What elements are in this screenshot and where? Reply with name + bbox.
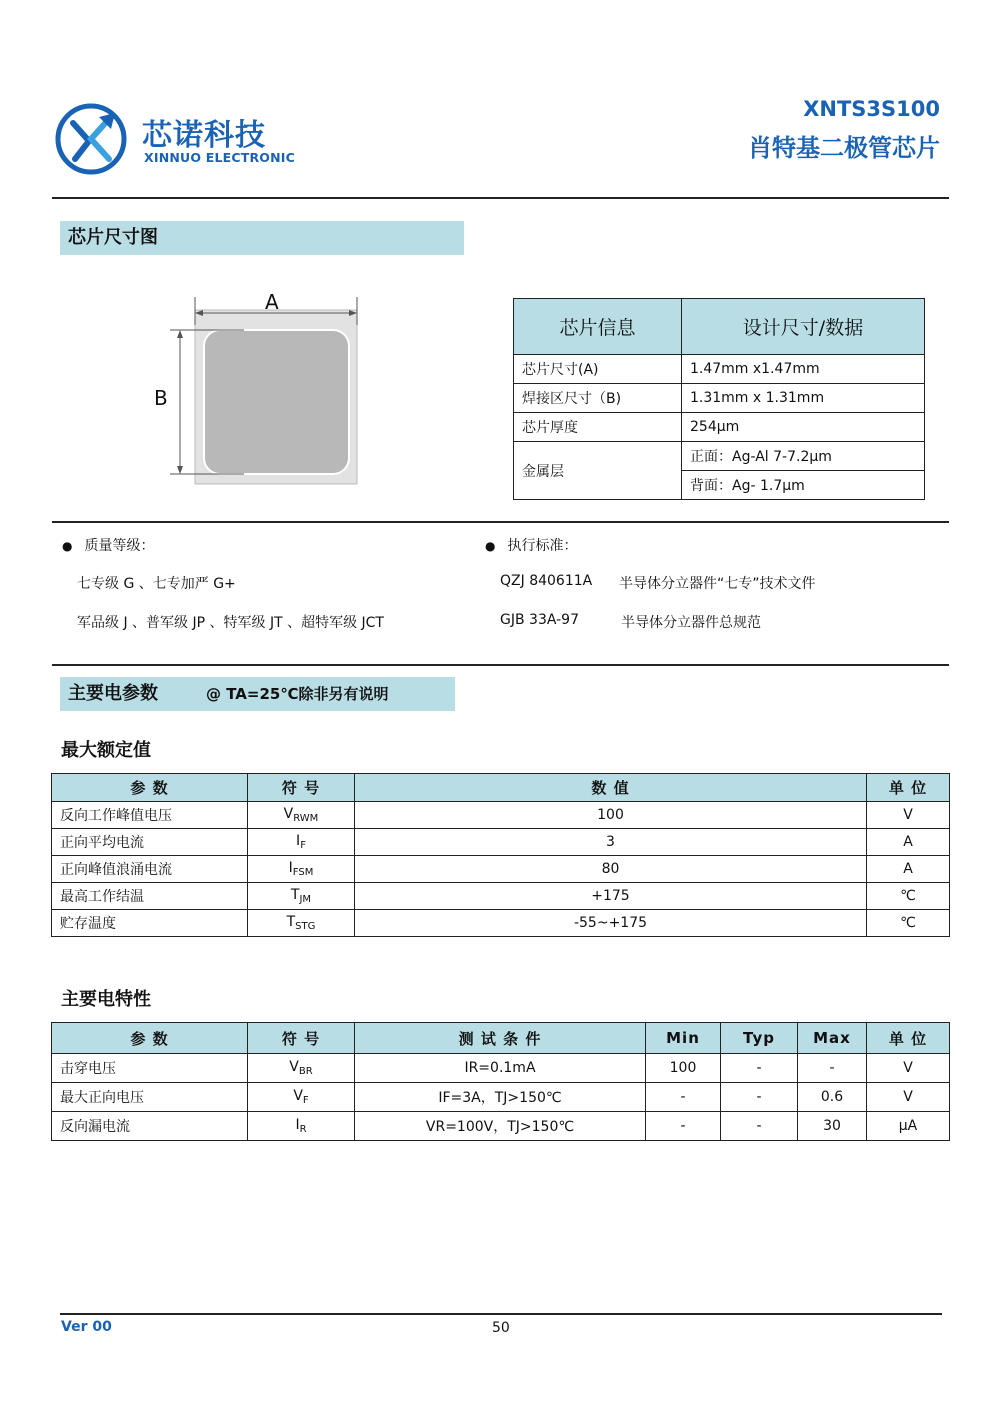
chip-info-header-row xyxy=(514,299,925,355)
symbol-main: T xyxy=(290,887,300,903)
min-cell: 100 xyxy=(646,1054,721,1083)
symbol-main: V xyxy=(289,1059,299,1075)
unit-cell: V xyxy=(867,1054,950,1083)
table-row xyxy=(52,829,950,856)
unit-cell: μA xyxy=(867,1112,950,1141)
symbol-subscript: R xyxy=(299,1124,307,1135)
standard-code: QZJ 840611A xyxy=(500,573,593,589)
symbol-main: V xyxy=(293,1088,303,1104)
param-cell: 反向漏电流 xyxy=(52,1112,248,1141)
symbol-subscript: F xyxy=(300,840,306,851)
chip-info-value: 254μm xyxy=(682,413,925,442)
value-cell: 3 xyxy=(355,829,867,856)
quality-line-2: 军品级 J 、普军级 JP 、特军级 JT 、超特军级 JCT xyxy=(77,615,384,631)
max-cell: - xyxy=(798,1054,867,1083)
column-header: 符 号 xyxy=(248,1023,355,1054)
part-number: XNTS3S100 xyxy=(803,97,940,121)
dimension-label-b: B xyxy=(154,386,168,410)
symbol-cell xyxy=(248,802,355,829)
chip-info-header: 芯片信息 xyxy=(514,299,682,355)
table-row xyxy=(52,802,950,829)
standard-desc: 半导体分立器件“七专”技术文件 xyxy=(619,576,816,592)
page-number: 50 xyxy=(492,1320,510,1336)
max-ratings-heading: 最大额定值 xyxy=(61,740,151,761)
quality-heading xyxy=(62,535,154,555)
chip-info-value: 背面：Ag- 1.7μm xyxy=(682,471,925,500)
column-header: 数 值 xyxy=(355,774,867,802)
condition-cell: IR=0.1mA xyxy=(355,1054,646,1083)
max-ratings-table xyxy=(51,773,950,937)
column-header: 符 号 xyxy=(248,774,355,802)
symbol-cell xyxy=(248,1054,355,1083)
symbol-cell xyxy=(248,883,355,910)
symbol-subscript: FSM xyxy=(292,867,314,878)
unit-cell: ℃ xyxy=(867,883,950,910)
symbol-main: I xyxy=(295,1117,300,1133)
table-row xyxy=(52,883,950,910)
table-row xyxy=(52,1112,950,1141)
param-cell: 最大正向电压 xyxy=(52,1083,248,1112)
min-cell: - xyxy=(646,1083,721,1112)
param-cell: 贮存温度 xyxy=(52,910,248,937)
table-row xyxy=(52,1054,950,1083)
param-cell: 最高工作结温 xyxy=(52,883,248,910)
bullet-icon: ● xyxy=(62,539,73,553)
chip-info-value: 1.47mm x1.47mm xyxy=(682,355,925,384)
value-cell: -55~+175 xyxy=(355,910,867,937)
typ-cell: - xyxy=(721,1112,798,1141)
column-header: Typ xyxy=(721,1023,798,1054)
chip-info-row xyxy=(514,442,925,471)
table-header-row xyxy=(52,1023,950,1054)
condition-cell: IF=3A，TJ>150℃ xyxy=(355,1083,646,1112)
column-header: 单 位 xyxy=(867,1023,950,1054)
standard-desc: 半导体分立器件总规范 xyxy=(621,615,761,631)
symbol-cell xyxy=(248,1083,355,1112)
max-cell: 0.6 xyxy=(798,1083,867,1112)
quality-heading-text: 质量等级： xyxy=(84,538,155,554)
column-header: Min xyxy=(646,1023,721,1054)
symbol-main: I xyxy=(288,860,293,876)
unit-cell: ℃ xyxy=(867,910,950,937)
column-header: 单 位 xyxy=(867,774,950,802)
company-logo xyxy=(55,103,127,175)
value-cell: 80 xyxy=(355,856,867,883)
symbol-cell xyxy=(248,1112,355,1141)
divider xyxy=(52,664,949,666)
chip-info-row xyxy=(514,384,925,413)
param-cell: 正向峰值浪涌电流 xyxy=(52,856,248,883)
column-header: 测 试 条 件 xyxy=(355,1023,646,1054)
standards-heading-text: 执行标准： xyxy=(507,538,578,554)
unit-cell: A xyxy=(867,856,950,883)
section-bar-electrical xyxy=(60,677,455,711)
condition-cell: VR=100V，TJ>150℃ xyxy=(355,1112,646,1141)
symbol-subscript: BR xyxy=(298,1066,313,1077)
table-header-row xyxy=(52,774,950,802)
table-row xyxy=(52,856,950,883)
column-header: 参 数 xyxy=(52,1023,248,1054)
characteristics-heading: 主要电特性 xyxy=(61,989,151,1010)
chip-info-table xyxy=(513,298,925,500)
symbol-main: V xyxy=(283,806,294,822)
symbol-subscript: RWM xyxy=(293,813,319,824)
chip-info-row xyxy=(514,355,925,384)
chip-info-value: 正面：Ag-Al 7-7.2μm xyxy=(682,442,925,471)
section-title-chip: 芯片尺寸图 xyxy=(68,227,158,248)
unit-cell: V xyxy=(867,802,950,829)
chip-info-name: 芯片厚度 xyxy=(514,413,682,442)
param-cell: 正向平均电流 xyxy=(52,829,248,856)
quality-line-1: 七专级 G 、七专加严 G+ xyxy=(77,576,236,592)
symbol-cell xyxy=(248,829,355,856)
table-row xyxy=(52,910,950,937)
param-cell: 击穿电压 xyxy=(52,1054,248,1083)
standard-code: GJB 33A-97 xyxy=(500,612,579,628)
brand-name-cn: 芯诺科技 xyxy=(142,118,266,153)
symbol-cell xyxy=(248,856,355,883)
divider xyxy=(52,521,949,523)
header-divider xyxy=(52,197,949,199)
symbol-subscript: JM xyxy=(299,894,312,905)
bullet-icon: ● xyxy=(485,539,496,553)
symbol-cell xyxy=(248,910,355,937)
dimension-label-a: A xyxy=(265,290,279,314)
chip-info-row xyxy=(514,413,925,442)
symbol-main: I xyxy=(296,833,301,849)
standards-heading xyxy=(485,535,577,555)
brand-name-en: XINNUO ELECTRONIC xyxy=(144,150,296,165)
typ-cell: - xyxy=(721,1083,798,1112)
section-title-electrical: 主要电参数 xyxy=(68,683,158,704)
part-name: 肖特基二极管芯片 xyxy=(748,134,940,162)
unit-cell: A xyxy=(867,829,950,856)
chip-info-name: 芯片尺寸(A) xyxy=(514,355,682,384)
chip-info-name: 焊接区尺寸（B) xyxy=(514,384,682,413)
symbol-subscript: STG xyxy=(295,921,316,932)
unit-cell: V xyxy=(867,1083,950,1112)
chip-info-name: 金属层 xyxy=(514,442,682,500)
version-label: Ver 00 xyxy=(61,1319,112,1335)
symbol-subscript: F xyxy=(302,1095,309,1106)
column-header: 参 数 xyxy=(52,774,248,802)
column-header: Max xyxy=(798,1023,867,1054)
characteristics-table xyxy=(51,1022,950,1141)
value-cell: +175 xyxy=(355,883,867,910)
table-row xyxy=(52,1083,950,1112)
section-bar-chip xyxy=(60,221,464,255)
chip-dimension-diagram xyxy=(150,285,390,495)
symbol-main: T xyxy=(286,914,296,930)
typ-cell: - xyxy=(721,1054,798,1083)
min-cell: - xyxy=(646,1112,721,1141)
param-cell: 反向工作峰值电压 xyxy=(52,802,248,829)
section-note-conditions: @ TA=25℃除非另有说明 xyxy=(206,685,389,703)
chip-info-value: 1.31mm x 1.31mm xyxy=(682,384,925,413)
value-cell: 100 xyxy=(355,802,867,829)
footer-divider xyxy=(60,1313,942,1315)
max-cell: 30 xyxy=(798,1112,867,1141)
chip-info-header: 设计尺寸/数据 xyxy=(682,299,925,355)
